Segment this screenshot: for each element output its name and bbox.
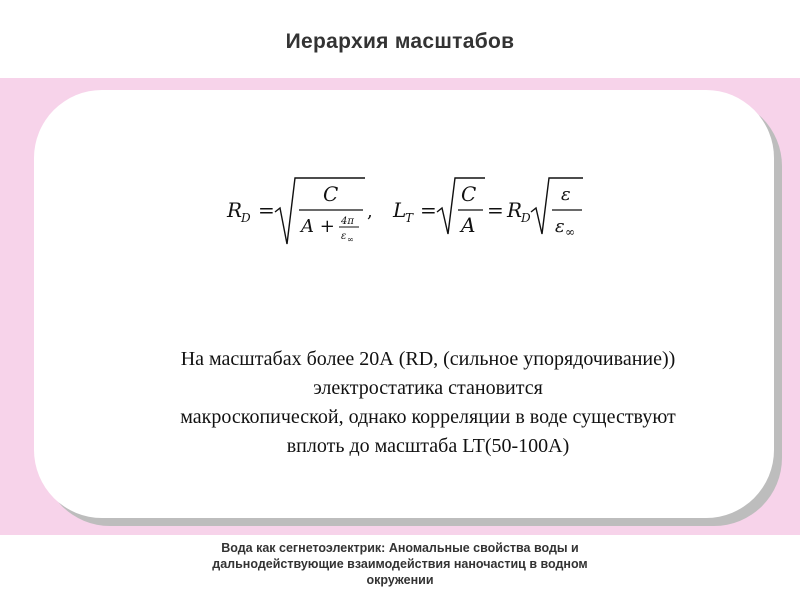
formula-infinity-den: ∞ (565, 225, 575, 239)
formula-epsilon-small: ε (341, 231, 347, 242)
formula-comma: , (367, 201, 373, 222)
formula-equals-3: = (487, 198, 504, 222)
body-line-1: На масштабах более 20А (RD, (сильное упорядочивание)) (180, 348, 676, 370)
formula-epsilon-den: ε (555, 216, 565, 237)
formula-rd-symbol: R (227, 198, 243, 222)
slide-footer (150, 540, 650, 588)
formula-a-plus: A + (301, 216, 335, 237)
body-paragraph (108, 345, 748, 461)
formula-rd-subscript: D (241, 211, 251, 225)
formula-numerator-c-1: C (323, 182, 339, 206)
formula-four-pi: 4π (341, 216, 354, 227)
formula-equals-2: = (420, 198, 437, 222)
formula-rd-mid-subscript: D (521, 211, 531, 225)
body-line-2: электростатика становится (313, 377, 543, 399)
formula-rd-mid-symbol: R (507, 198, 523, 222)
formula-equals-1: = (258, 198, 275, 222)
footer-line-1: Вода как сегнетоэлектрик: Аномальные свойства воды и (221, 541, 579, 555)
debye-length-formula (225, 170, 595, 250)
slide-title: Иерархия масштабов (285, 30, 515, 53)
body-line-4: вплоть до масштаба LT(50-100А) (286, 435, 570, 457)
formula-denominator-a: A (461, 213, 476, 237)
formula-infinity-small: ∞ (347, 235, 354, 244)
footer-line-3: окружении (366, 573, 434, 587)
formula-lt-symbol: L (393, 198, 407, 222)
footer-line-2: дальнодействующие взаимодействия наночастиц в водном (212, 557, 588, 571)
formula-epsilon-num: ε (561, 184, 571, 205)
formula-numerator-c-2: C (461, 182, 477, 206)
body-line-3: макроскопической, однако корреляции в воде существуют (180, 406, 676, 428)
formula-lt-subscript: T (405, 211, 414, 225)
